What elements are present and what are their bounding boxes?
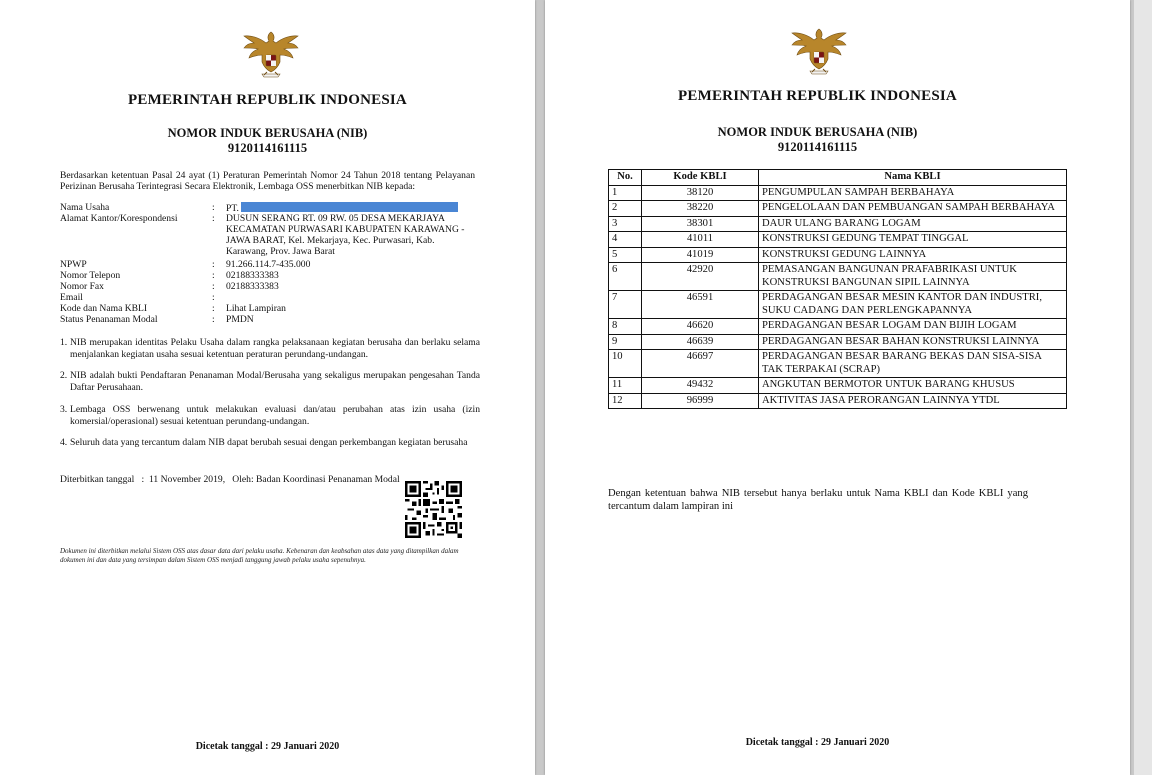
table-row <box>609 216 1067 232</box>
document-page-1 <box>0 0 535 775</box>
field-value: DUSUN SERANG RT. 09 RW. 05 DESA MEKARJAYA KECAMATAN PURWASARI KABUPATEN KARAWANG - JAWA BARAT, Kel. Mekarjaya, Kec. Purwasari, Kab. Karawang, Prov. Jawa Barat <box>226 213 465 257</box>
field-label: Alamat Kantor/Korespondensi <box>60 213 178 224</box>
nib-title: NOMOR INDUK BERUSAHA (NIB) <box>717 125 918 139</box>
field-colon: : <box>212 202 215 213</box>
cell-code: 46620 <box>642 319 759 335</box>
cell-code: 38120 <box>642 185 759 201</box>
cell-name: DAUR ULANG BARANG LOGAM <box>759 216 1067 232</box>
field-label: Nomor Telepon <box>60 270 121 281</box>
disclaimer-text: Dokumen ini diterbitkan melalui Sistem OSS atas dasar data dari pelaku usaha. Kebenaran dan keabsahan atas data yang ditampilkan dalam dokumen ini dan data yang tersimpan dalam Sistem OSS menjadi tanggung jawab pelaku usaha sepenuhnya. <box>60 547 459 564</box>
cell-code: 41011 <box>642 232 759 248</box>
column-header-kode: Kode KBLI <box>642 170 759 186</box>
field-colon: : <box>212 213 215 224</box>
cell-code: 49432 <box>642 378 759 394</box>
cell-no: 6 <box>609 263 642 291</box>
kbli-table <box>608 169 1067 409</box>
note-item <box>60 370 480 394</box>
field-colon: : <box>212 303 215 314</box>
note-number: 3. <box>60 404 68 415</box>
note-number: 4. <box>60 437 68 448</box>
redaction-block <box>241 202 458 212</box>
cell-name: AKTIVITAS JASA PERORANGAN LAINNYA YTDL <box>759 393 1067 409</box>
field-colon: : <box>212 314 215 325</box>
table-row <box>609 232 1067 248</box>
note-text: Lembaga OSS berwenang untuk melakukan evaluasi dan/atau perubahan atas izin usaha (izin komersial/operasional) sesuai ketentuan perundang-undangan. <box>70 404 480 427</box>
nib-number: 9120114161115 <box>777 140 858 154</box>
note-text: NIB merupakan identitas Pelaku Usaha dalam rangka pelaksanaan kegiatan berusaha dan berlaku selama menjalankan kegiatan usaha sesuai ketentuan peraturan perundang-undangan. <box>70 337 480 360</box>
cell-code: 42920 <box>642 263 759 291</box>
field-label: NPWP <box>60 259 87 270</box>
table-row <box>609 319 1067 335</box>
cell-code: 38220 <box>642 201 759 217</box>
issued-line: Diterbitkan tanggal : 11 November 2019, Oleh: Badan Koordinasi Penanaman Modal <box>60 474 400 485</box>
cell-no: 11 <box>609 378 642 394</box>
cell-name: PERDAGANGAN BESAR BAHAN KONSTRUKSI LAINNYA <box>759 334 1067 350</box>
cell-no: 3 <box>609 216 642 232</box>
viewer-scrollbar-track[interactable] <box>1134 0 1152 775</box>
cell-code: 96999 <box>642 393 759 409</box>
nib-title: NOMOR INDUK BERUSAHA (NIB) <box>167 126 368 140</box>
note-item <box>60 437 480 449</box>
column-header-nama: Nama KBLI <box>759 170 1067 186</box>
cell-no: 12 <box>609 393 642 409</box>
cell-no: 2 <box>609 201 642 217</box>
nib-number: 9120114161115 <box>227 141 308 155</box>
note-number: 2. <box>60 370 68 381</box>
note-number: 1. <box>60 337 68 348</box>
field-colon: : <box>212 292 215 303</box>
table-row <box>609 291 1067 319</box>
table-row <box>609 263 1067 291</box>
note-text: Seluruh data yang tercantum dalam NIB dapat berubah sesuai dengan perkembangan kegiatan berusaha <box>70 437 468 448</box>
document-page-2 <box>545 0 1130 775</box>
field-colon: : <box>212 270 215 281</box>
cell-name: PENGELOLAAN DAN PEMBUANGAN SAMPAH BERBAHAYA <box>759 201 1067 217</box>
cell-code: 38301 <box>642 216 759 232</box>
cell-no: 10 <box>609 350 642 378</box>
field-label: Nama Usaha <box>60 202 110 213</box>
field-colon: : <box>212 281 215 292</box>
printed-date: Dicetak tanggal : 29 Januari 2020 <box>745 737 890 748</box>
field-value: Lihat Lampiran <box>226 303 286 314</box>
column-header-no: No. <box>609 170 642 186</box>
garuda-emblem-icon <box>788 25 850 77</box>
closing-paragraph: Dengan ketentuan bahwa NIB tersebut hanya berlaku untuk Nama KBLI dan Kode KBLI yang tercantum dalam lampiran ini <box>608 488 1028 512</box>
field-value: 91.266.114.7-435.000 <box>226 259 311 270</box>
cell-no: 9 <box>609 334 642 350</box>
field-label: Kode dan Nama KBLI <box>60 303 148 314</box>
cell-name: KONSTRUKSI GEDUNG LAINNYA <box>759 247 1067 263</box>
cell-name: PEMASANGAN BANGUNAN PRAFABRIKASI UNTUK KONSTRUKSI BANGUNAN SIPIL LAINNYA <box>759 263 1067 291</box>
note-item <box>60 404 480 428</box>
intro-paragraph: Berdasarkan ketentuan Pasal 24 ayat (1) Peraturan Pemerintah Nomor 24 Tahun 2018 tentang Pelayanan Perizinan Berusaha Terintegrasi Secara Elektronik, Lembaga OSS menerbitkan NIB kepada: <box>60 170 475 192</box>
field-label: Email <box>60 292 83 303</box>
field-label: Status Penanaman Modal <box>60 314 158 325</box>
field-label: Nomor Fax <box>60 281 104 292</box>
government-heading: PEMERINTAH REPUBLIK INDONESIA <box>128 92 407 108</box>
field-colon: : <box>212 259 215 270</box>
table-row <box>609 334 1067 350</box>
cell-name: PENGUMPULAN SAMPAH BERBAHAYA <box>759 185 1067 201</box>
cell-code: 41019 <box>642 247 759 263</box>
cell-code: 46697 <box>642 350 759 378</box>
cell-name: PERDAGANGAN BESAR LOGAM DAN BIJIH LOGAM <box>759 319 1067 335</box>
cell-name: PERDAGANGAN BESAR MESIN KANTOR DAN INDUSTRI, SUKU CADANG DAN PERLENGKAPANNYA <box>759 291 1067 319</box>
table-row <box>609 378 1067 394</box>
table-row <box>609 185 1067 201</box>
cell-no: 8 <box>609 319 642 335</box>
table-header-row <box>609 170 1067 186</box>
qr-code-icon <box>405 481 462 538</box>
cell-name: KONSTRUKSI GEDUNG TEMPAT TINGGAL <box>759 232 1067 248</box>
field-value: PMDN <box>226 314 254 325</box>
cell-name: ANGKUTAN BERMOTOR UNTUK BARANG KHUSUS <box>759 378 1067 394</box>
note-text: NIB adalah bukti Pendaftaran Penanaman Modal/Berusaha yang sekaligus merupakan pengesahan Tanda Daftar Perusahaan. <box>70 370 480 393</box>
cell-no: 4 <box>609 232 642 248</box>
printed-date: Dicetak tanggal : 29 Januari 2020 <box>195 741 340 752</box>
cell-name: PERDAGANGAN BESAR BARANG BEKAS DAN SISA-SISA TAK TERPAKAI (SCRAP) <box>759 350 1067 378</box>
cell-code: 46591 <box>642 291 759 319</box>
field-value: PT. <box>226 202 471 214</box>
cell-no: 5 <box>609 247 642 263</box>
cell-no: 7 <box>609 291 642 319</box>
cell-no: 1 <box>609 185 642 201</box>
garuda-emblem-icon <box>240 28 302 80</box>
table-row <box>609 201 1067 217</box>
field-value: 02188333383 <box>226 281 279 292</box>
government-heading: PEMERINTAH REPUBLIK INDONESIA <box>678 88 957 104</box>
field-value: 02188333383 <box>226 270 279 281</box>
table-row <box>609 393 1067 409</box>
note-item <box>60 337 480 361</box>
table-row <box>609 247 1067 263</box>
cell-code: 46639 <box>642 334 759 350</box>
table-row <box>609 350 1067 378</box>
